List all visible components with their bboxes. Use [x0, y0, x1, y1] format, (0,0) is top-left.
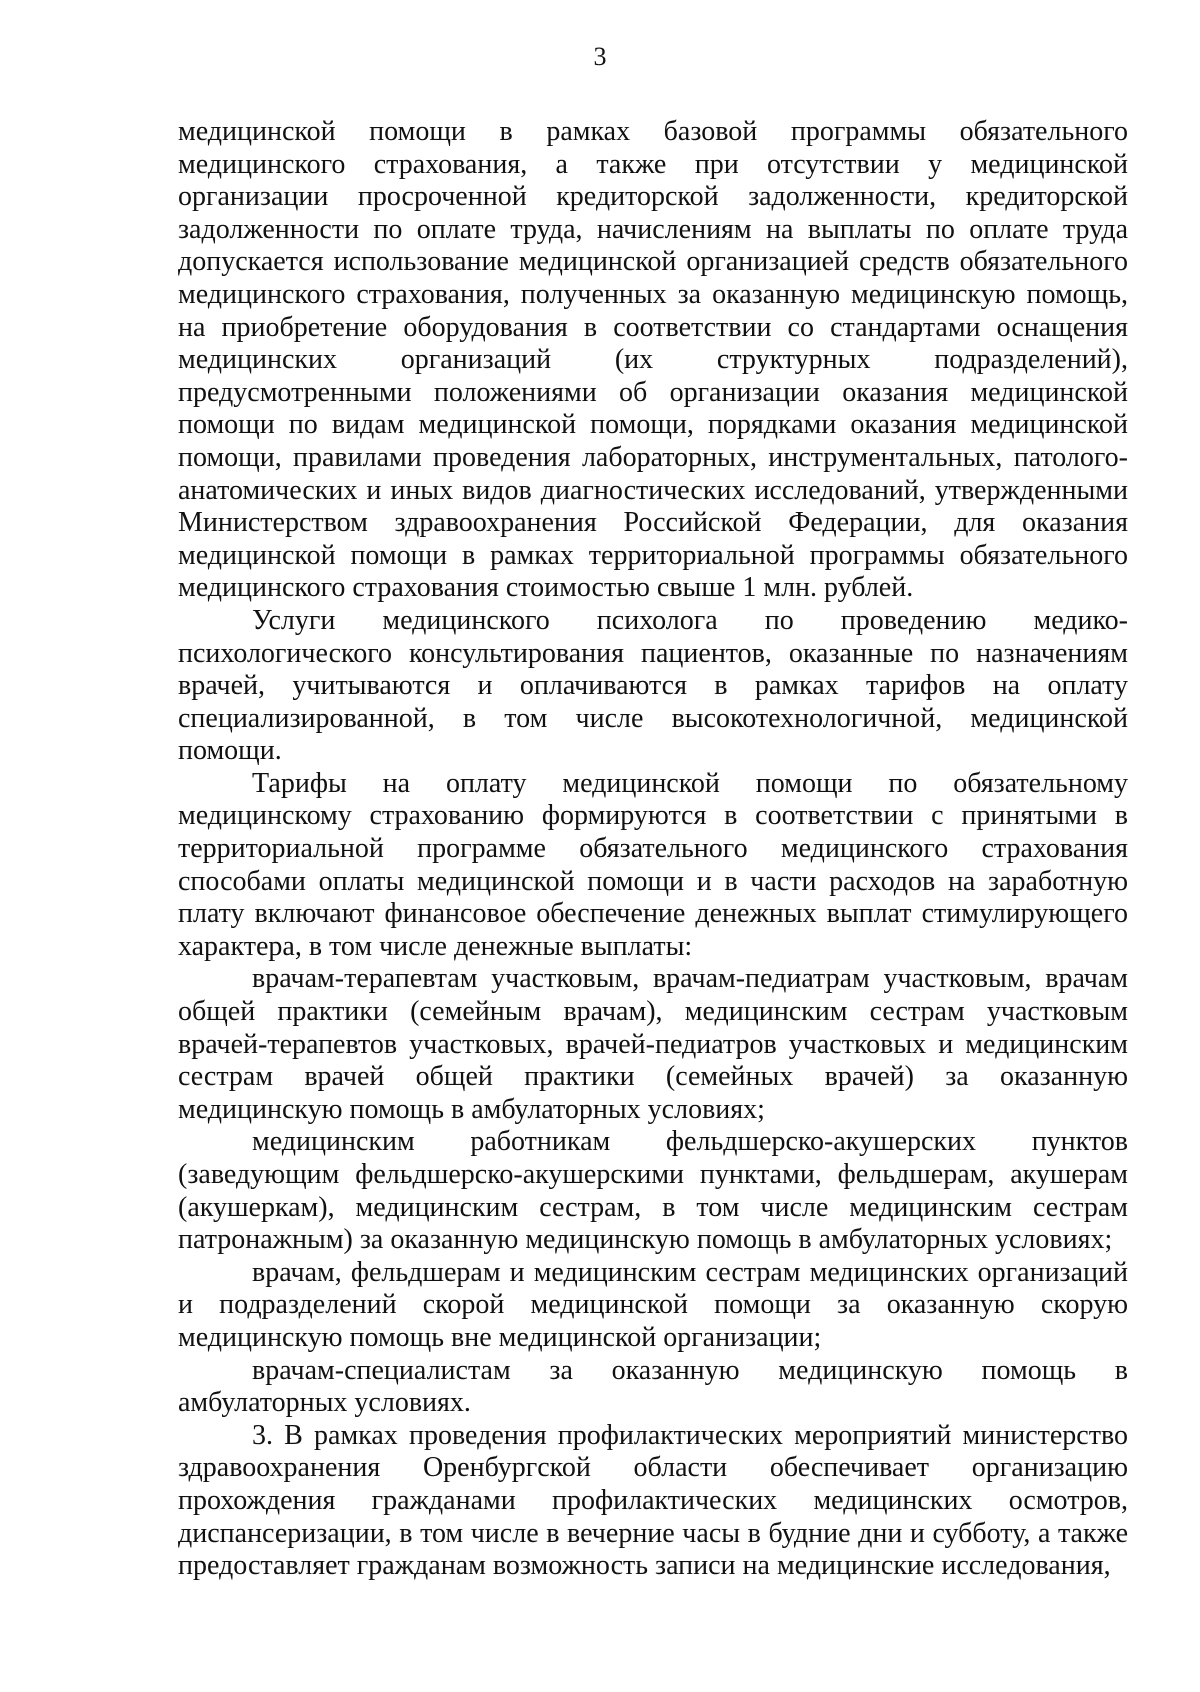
document-body: [178, 116, 1128, 1583]
list-item-emergency-care: врачам, фельдшерам и медицинским сестрам медицинских организаций и подразделений скорой медицинской помощи за оказанную скорую медицинскую помощь вне медицинской организации;: [178, 1256, 1128, 1353]
list-item-feldsher-points: медицинским работникам фельдшерско-акушерских пунктов (заведующим фельдшерско-акушерскими пунктами, фельдшерам, акушерам (акушеркам), медицинским сестрам, в том числе медицинским сестрам патронажным) за оказанную медицинскую помощь в амбулаторных условиях;: [178, 1126, 1128, 1256]
paragraph-preventive-measures: 3. В рамках проведения профилактических мероприятий министерство здравоохранения Оренбургской области обеспечивает организацию прохождения гражданами профилактических медицинских осмотров, диспансеризации, в том числе в вечерние часы в будние дни и субботу, а также предоставляет гражданам возможность записи на медицинские исследования,: [178, 1419, 1128, 1582]
paragraph-equipment-funding: медицинской помощи в рамках базовой программы обязательного медицинского страхования, а также при отсутствии у медицинской организации просроченной кредиторской задолженности, кредиторской задолженности по оплате труда, начислениям на выплаты по оплате труда допускается использование медицинской организацией средств обязательного медицинского страхования, полученных за оказанную медицинскую помощь, на приобретение оборудования в соответствии со стандартами оснащения медицинских организаций (их структурных подразделений), предусмотренными положениями об организации оказания медицинской помощи по видам медицинской помощи, порядками оказания медицинской помощи, правилами проведения лабораторных, инструментальных, патолого-анатомических и иных видов диагностических исследований, утвержденными Министерством здравоохранения Российской Федерации, для оказания медицинской помощи в рамках территориальной программы обязательного медицинского страхования стоимостью свыше 1 млн. рублей.: [178, 116, 1128, 604]
list-item-district-doctors: врачам-терапевтам участковым, врачам-педиатрам участковым, врачам общей практики (семейным врачам), медицинским сестрам участковым врачей-терапевтов участковых, врачей-педиатров участковых и медицинским сестрам врачей общей практики (семейных врачей) за оказанную медицинскую помощь в амбулаторных условиях;: [178, 963, 1128, 1125]
page-number: 3: [593, 42, 607, 71]
list-item-specialists: врачам-специалистам за оказанную медицинскую помощь в амбулаторных условиях.: [178, 1354, 1128, 1419]
paragraph-psychologist-services: Услуги медицинского психолога по проведению медико-психологического консультирования пациентов, оказанные по назначениям врачей, учитываются и оплачиваются в рамках тарифов на оплату специализированной, в том числе высокотехнологичной, медицинской помощи.: [178, 604, 1128, 767]
paragraph-tariffs: Тарифы на оплату медицинской помощи по обязательному медицинскому страхованию формируются в соответствии с принятыми в территориальной программе обязательного медицинского страхования способами оплаты медицинской помощи и в части расходов на заработную плату включают финансовое обеспечение денежных выплат стимулирующего характера, в том числе денежные выплаты:: [178, 767, 1128, 962]
